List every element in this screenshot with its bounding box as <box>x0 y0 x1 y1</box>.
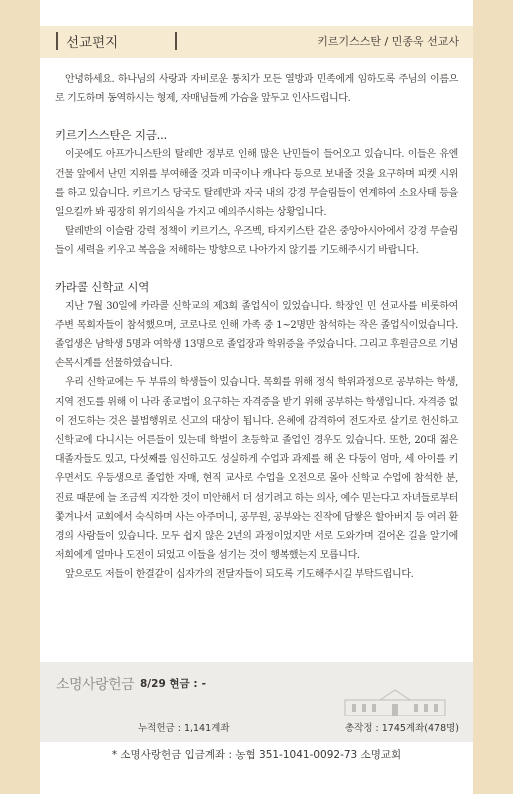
letter-body <box>55 70 458 585</box>
intro-paragraph: 안녕하세요. 하나님의 사랑과 자비로운 통치가 모든 열방과 민족에게 임하도록 주님의 이름으로 기도하며 동역하시는 형제, 자매님들께 가슴을 앞두고 인사드립니다. <box>55 74 458 105</box>
divider <box>56 32 58 50</box>
total-pledge: 총작정 : 1745계좌(478명) <box>344 723 459 734</box>
donation-brand: 소명사랑헌금 <box>56 677 135 693</box>
section-heading-seminary: 카라콜 신학교 시역 <box>55 279 150 294</box>
today-value: - <box>201 678 206 690</box>
section-heading-kyrgyzstan: 키르기스스탄은 지금... <box>55 128 168 143</box>
paragraph: 우리 신학교에는 두 부류의 학생들이 있습니다. 목회를 위해 정식 학위과정으로 공부하는 학생, 지역 전도를 위해 이 나라 종교법이 요구하는 자격증을 받기 위해 공부하는 학생입니다. 자격증 없이 전도하는 것은 불법행위로 신고의 대상이 됩니다. 은혜에 감격하여 전도자로 살기로 헌신하고 신학교에 다니시는 어른들이 있는데 학벌이 초등학교 졸업인 경우도 있습니다. 또한, 20대 젊은 대졸자들도 있고, 다섯째를 임신하고도 성실하게 수업과 과제를 해 온 다둥이 엄마, 세 아이를 키우면서도 우등생으로 졸업한 자매, 현직 교사로 수업을 오전으로 몰아 신학교 수업에 참석한 분, 진료 때문에 늘 조금씩 지각한 것이 미안해서 더 섬기려고 하는 의사, 예수 믿는다고 자녀들로부터 쫓겨나서 교회에서 숙식하며 사는 아주머니, 공무원, 공부와는 진작에 담쌓은 할아버지 등 여러 환경의 사람들이 있습니다. 모두 쉽지 않은 2년의 과정이었지만 서로 도와가며 걸어온 길을 알기에 저희에게 얼마나 도전이 되었고 이들을 섬기는 것이 행복했는지 모릅니다. <box>55 377 458 562</box>
divider <box>175 32 177 50</box>
paragraph: 앞으로도 저들이 한결같이 십자가의 전달자들이 되도록 기도해주시길 부탁드립니다. <box>65 569 414 581</box>
today-donation <box>136 676 206 691</box>
left-border <box>0 0 40 794</box>
page-title: 선교편지 <box>66 35 119 51</box>
cumulative-donation: 누적헌금 : 1,141계좌 <box>138 723 230 734</box>
page-header <box>40 26 473 58</box>
donation-box <box>40 662 473 742</box>
author-line: 키르기스스탄 / 민종욱 선교사 <box>317 35 459 48</box>
church-building-icon <box>340 686 450 716</box>
right-border <box>473 0 513 794</box>
paragraph: 탈레반의 이슬람 강력 정책이 키르기스, 우즈벡, 타지키스탄 같은 중앙아시아에서 강경 무슬림들이 세력을 키우고 복음을 저해하는 방향으로 나아가지 않기를 기도해주시기 바랍니다. <box>55 226 458 257</box>
today-label: 8/29 현금 : <box>140 678 198 690</box>
paragraph: 지난 7월 30일에 카라콜 신학교의 제3회 졸업식이 있었습니다. 학장인 민 선교사를 비롯하여 주변 목회자들이 참석했으며, 코로나로 인해 가족 중 1~2명만 참석하는 작은 졸업식이었습니다. 졸업생은 남학생 5명과 여학생 13명으로 졸업장과 학위증을 주었습니다. 그리고 후원금으로 기념 손목시계를 선물하였습니다. <box>55 300 458 370</box>
paragraph: 이곳에도 아프가니스탄의 탈레반 정부로 인해 많은 난민들이 들어오고 있습니다. 이들은 유엔 건물 앞에서 난민 지위를 부여해줄 것과 미국이나 캐나다 등으로 보내줄 것을 요구하며 피켓 시위를 하고 있습니다. 키르기스 당국도 탈레반과 자국 내의 강경 무슬림들이 연계하여 소요사태 등을 일으킬까 봐 굉장히 위기의식을 가지고 예의주시하는 상황입니다. <box>55 149 458 219</box>
account-info: * 소명사랑헌금 입금계좌 : 농협 351-1041-0092-73 소명교회 <box>111 749 402 761</box>
